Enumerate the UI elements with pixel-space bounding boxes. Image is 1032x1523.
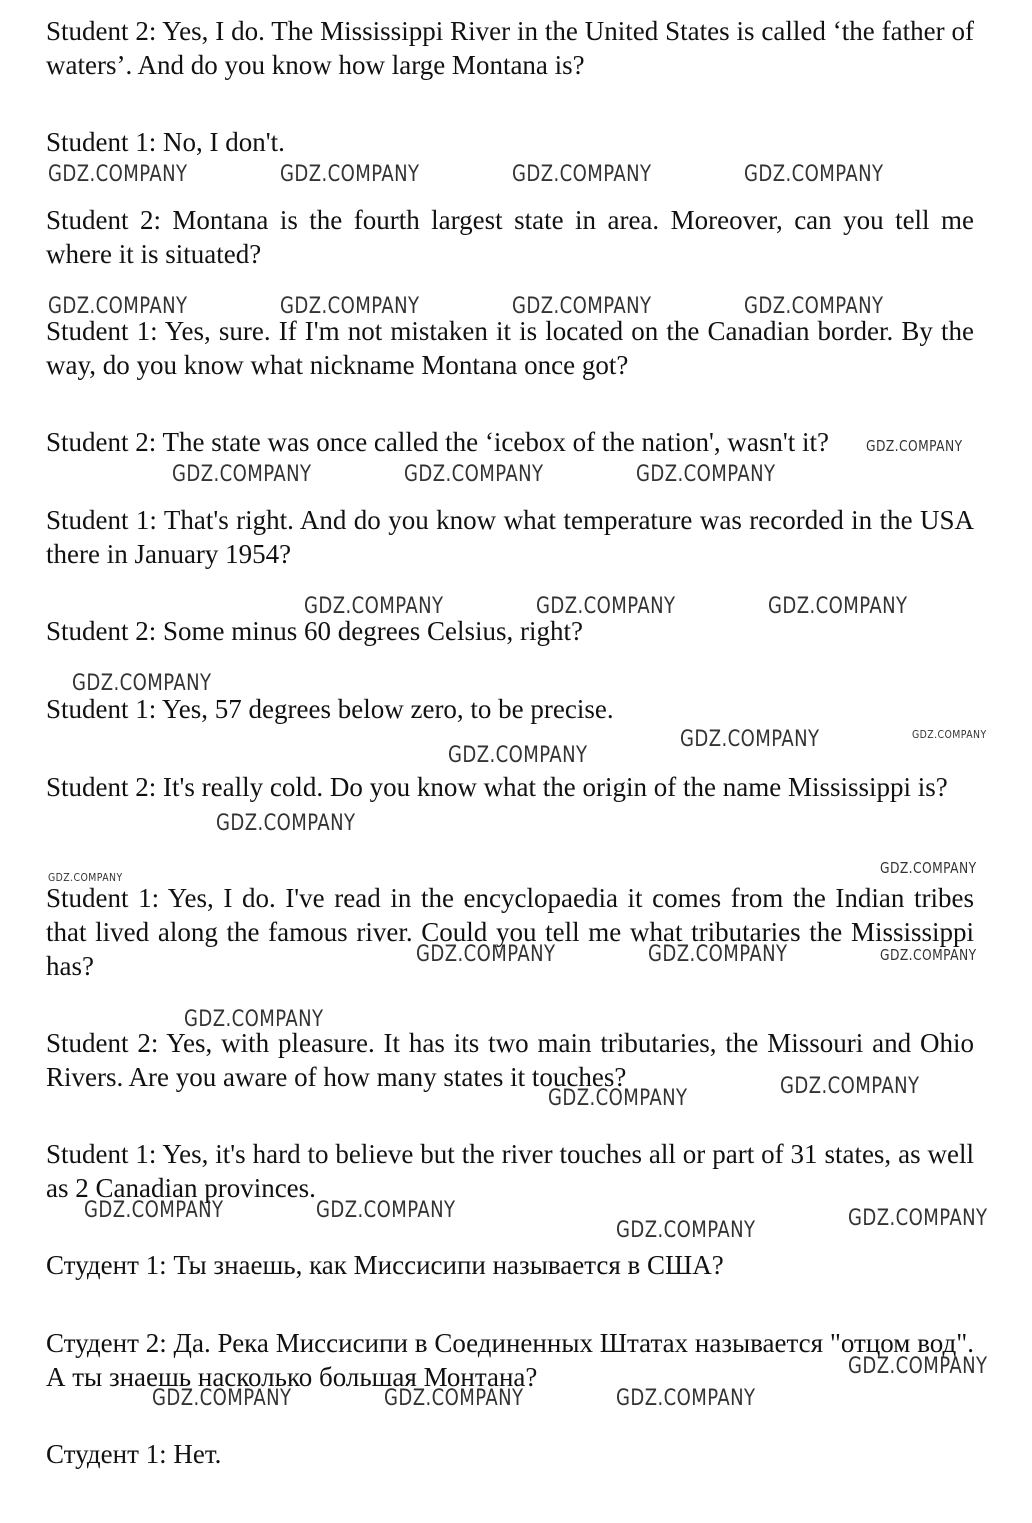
dialogue-line-7: Student 2: Some minus 60 degrees Celsius, right? — [46, 616, 583, 646]
watermark-text: GDZ.COMPANY — [416, 942, 556, 967]
dialogue-line-12: Student 1: Yes, it's hard to believe but the river touches all or part of 31 states, as well as 2 Canadian provinces. — [46, 1139, 974, 1203]
watermark-text: GDZ.COMPANY — [172, 462, 312, 487]
watermark-text: GDZ.COMPANY — [912, 728, 987, 741]
dialogue-line-2: Student 1: No, I don't. — [46, 127, 285, 157]
watermark-text: GDZ.COMPANY — [512, 294, 652, 319]
dialogue-line-9: Student 2: It's really cold. Do you know what the origin of the name Mississippi is? — [46, 772, 948, 802]
watermark-text: GDZ.COMPANY — [768, 594, 908, 619]
watermark-text: GDZ.COMPANY — [84, 1198, 224, 1223]
watermark-text: GDZ.COMPANY — [48, 871, 123, 884]
watermark-text: GDZ.COMPANY — [216, 811, 356, 836]
watermark-text: GDZ.COMPANY — [48, 294, 188, 319]
dialogue-line-6: Student 1: That's right. And do you know what temperature was recorded in the USA there in January 1954? — [46, 505, 974, 569]
watermark-text: GDZ.COMPANY — [616, 1218, 756, 1243]
watermark-text: GDZ.COMPANY — [304, 594, 444, 619]
dialogue-line-8: Student 1: Yes, 57 degrees below zero, to be precise. — [46, 694, 614, 724]
watermark-text: GDZ.COMPANY — [780, 1074, 920, 1099]
watermark-text: GDZ.COMPANY — [280, 162, 420, 187]
watermark-text: GDZ.COMPANY — [280, 294, 420, 319]
watermark-text: GDZ.COMPANY — [848, 1354, 988, 1379]
dialogue-line-5: Student 2: The state was once called the ‘icebox of the nation', wasn't it? — [46, 427, 829, 457]
watermark-text: GDZ.COMPANY — [404, 462, 544, 487]
dialogue-line-13: Студент 1: Ты знаешь, как Миссисипи называется в США? — [46, 1250, 724, 1280]
dialogue-line-10: Student 1: Yes, I do. I've read in the encyclopaedia it comes from the Indian tribes that lived along the famous river. Could you tell me what tributaries the Mississippi has? — [46, 883, 974, 981]
watermark-text: GDZ.COMPANY — [636, 462, 776, 487]
watermark-text: GDZ.COMPANY — [848, 1206, 988, 1231]
dialogue-line-4: Student 1: Yes, sure. If I'm not mistaken it is located on the Canadian border. By the way, do you know what nickname Montana once got? — [46, 316, 974, 380]
watermark-text: GDZ.COMPANY — [72, 671, 212, 696]
watermark-text: GDZ.COMPANY — [616, 1386, 756, 1411]
watermark-text: GDZ.COMPANY — [880, 946, 977, 964]
dialogue-line-11: Student 2: Yes, with pleasure. It has its two main tributaries, the Missouri and Ohio Rivers. Are you aware of how many states it touches? — [46, 1028, 974, 1092]
watermark-text: GDZ.COMPANY — [536, 594, 676, 619]
watermark-text: GDZ.COMPANY — [880, 859, 977, 877]
watermark-text: GDZ.COMPANY — [48, 162, 188, 187]
watermark-text: GDZ.COMPANY — [744, 294, 884, 319]
watermark-text: GDZ.COMPANY — [648, 942, 788, 967]
watermark-text: GDZ.COMPANY — [512, 162, 652, 187]
dialogue-line-15: Студент 1: Нет. — [46, 1439, 222, 1469]
watermark-text: GDZ.COMPANY — [866, 437, 963, 455]
watermark-text: GDZ.COMPANY — [744, 162, 884, 187]
watermark-text: GDZ.COMPANY — [152, 1386, 292, 1411]
watermark-text: GDZ.COMPANY — [316, 1198, 456, 1223]
watermark-text: GDZ.COMPANY — [680, 727, 820, 752]
watermark-text: GDZ.COMPANY — [184, 1007, 324, 1032]
watermark-text: GDZ.COMPANY — [448, 743, 588, 768]
dialogue-line-1: Student 2: Yes, I do. The Mississippi River in the United States is called ‘the father of waters’. And do you know how large Montana is? — [46, 16, 974, 80]
dialogue-line-3: Student 2: Montana is the fourth largest state in area. Moreover, can you tell me where it is situated? — [46, 205, 974, 269]
watermark-text: GDZ.COMPANY — [384, 1386, 524, 1411]
dialogue-line-14: Студент 2: Да. Река Миссисипи в Соединенных Штатах называется "отцом вод". А ты знаешь насколько большая Монтана? — [46, 1328, 974, 1392]
watermark-text: GDZ.COMPANY — [548, 1086, 688, 1111]
